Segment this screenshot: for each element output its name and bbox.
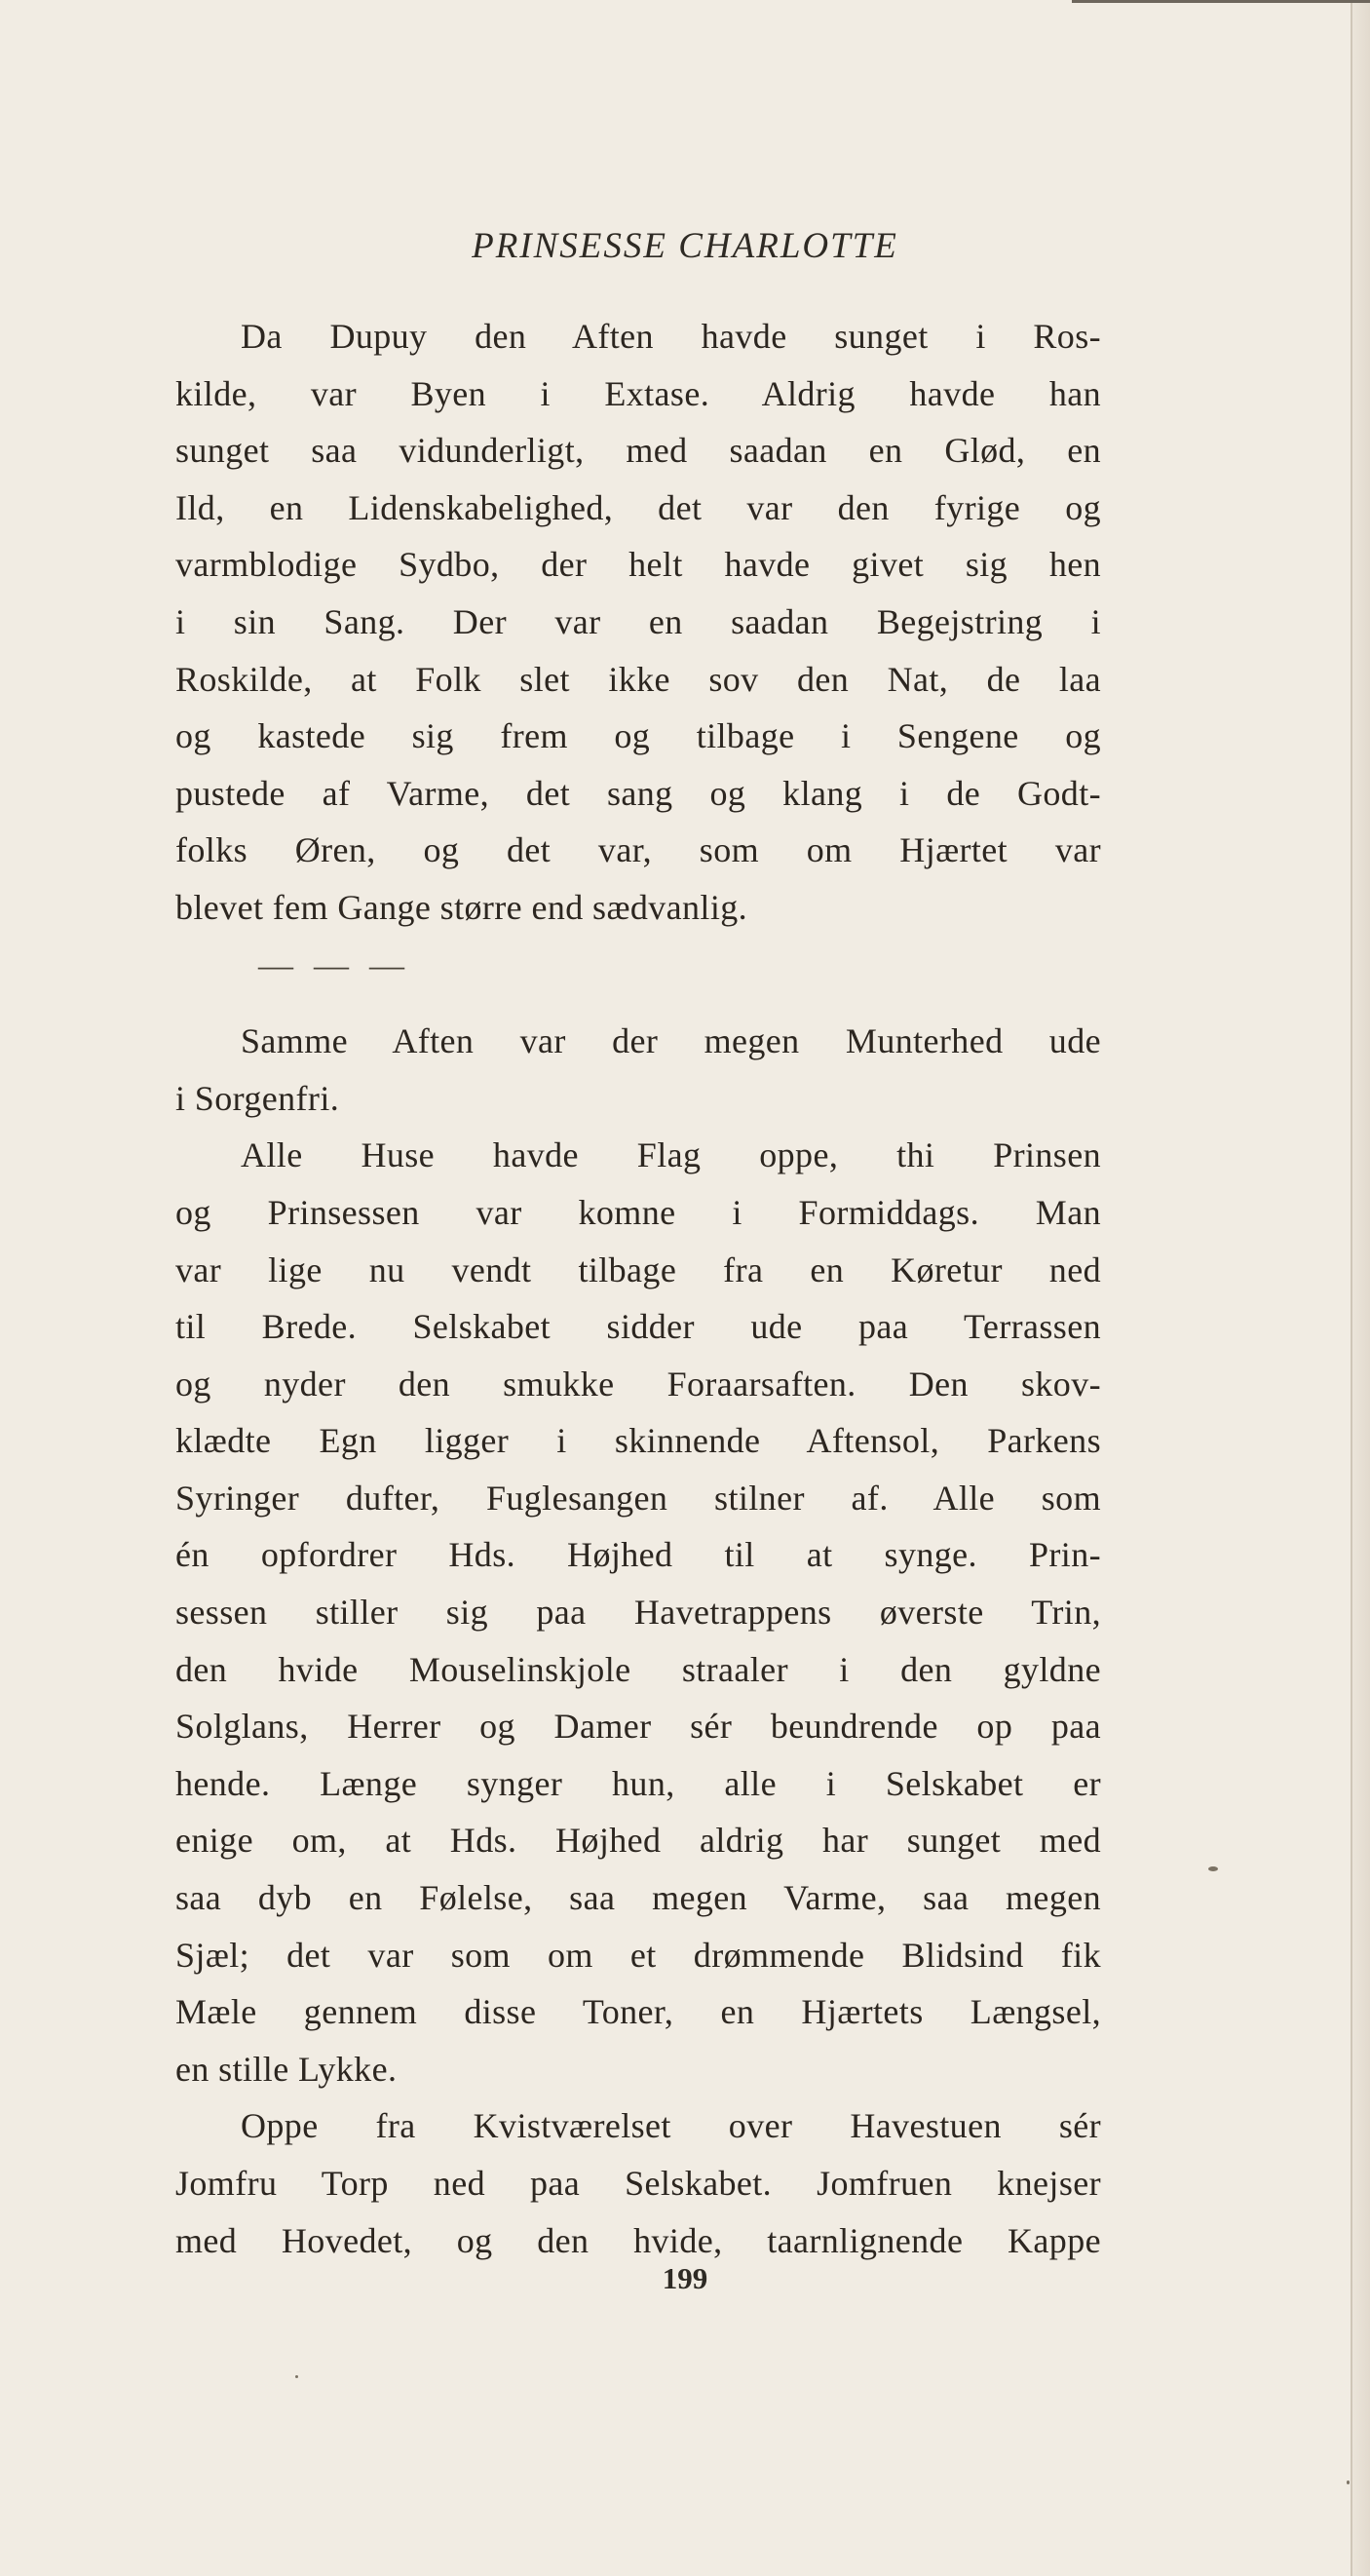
text-line: hende. Længe synger hun, alle i Selskabet er [175,1763,1101,1803]
text-line: Alle Huse havde Flag oppe, thi Prinsen [241,1135,1101,1175]
text-line: Oppe fra Kvistværelset over Havestuen sér [241,2106,1101,2146]
page-edge [1351,0,1370,2576]
text-line: varmblodige Sydbo, der helt havde givet sig hen [175,545,1101,585]
text-line: Ild, en Lidenskabelighed, det var den fyrige og [175,487,1101,527]
paper-speck [295,2375,298,2378]
text-line: Jomfru Torp ned paa Selskabet. Jomfruen knejser [175,2164,1101,2203]
paragraph-4 [175,2097,1101,2269]
text-line: en stille Lykke. [175,2049,398,2089]
text-line: folks Øren, og det var, som om Hjærtet var [175,830,1101,870]
text-line: med Hovedet, og den hvide, taarnlignende Kappe [175,2220,1101,2260]
text-line: én opfordrer Hds. Højhed til at synge. Prin- [175,1535,1101,1575]
text-line: og kastede sig frem og tilbage i Sengene og [175,716,1101,756]
text-line: sessen stiller sig paa Havetrappens øverste Trin, [175,1593,1101,1633]
text-line: blevet fem Gange større end sædvanlig. [175,887,748,927]
text-line: pustede af Varme, det sang og klang i de Godt- [175,773,1101,813]
text-line: i sin Sang. Der var en saadan Begejstring i [175,601,1101,641]
page-edge-shadow [1351,0,1352,2576]
paragraph-3 [175,1127,1101,2097]
text-line: Samme Aften var der megen Munterhed ude [241,1021,1101,1061]
text-line: og nyder den smukke Foraarsaften. Den skov- [175,1364,1101,1403]
text-line: saa dyb en Følelse, saa megen Varme, saa megen [175,1878,1101,1918]
top-edge-rule [1072,0,1370,3]
paper-speck [1208,1866,1218,1871]
paragraph-1 [175,308,1101,937]
section-separator: — — — [258,944,410,984]
text-line: til Brede. Selskabet sidder ude paa Terrassen [175,1307,1101,1347]
text-line: Syringer dufter, Fuglesangen stilner af. Alle som [175,1478,1101,1518]
text-line: Roskilde, at Folk slet ikke sov den Nat, de laa [175,659,1101,699]
text-line: Sjæl; det var som om et drømmende Blidsind fik [175,1935,1101,1975]
page-number: 199 [662,2261,708,2295]
text-line: den hvide Mouselinskjole straaler i den gyldne [175,1649,1101,1689]
text-line: i Sorgenfri. [175,1078,340,1118]
text-line: Solglans, Herrer og Damer sér beundrende op paa [175,1707,1101,1747]
section-gap [175,993,1101,1013]
text-line: Mæle gennem disse Toner, en Hjærtets Længsel, [175,1992,1101,2032]
text-line: Da Dupuy den Aften havde sunget i Ros- [241,317,1101,356]
text-line: kilde, var Byen i Extase. Aldrig havde han [175,373,1101,413]
text-line: og Prinsessen var komne i Formiddags. Man [175,1192,1101,1232]
text-line: var lige nu vendt tilbage fra en Køretur ned [175,1250,1101,1289]
paragraph-2 [175,1013,1101,1127]
text-line: klædte Egn ligger i skinnende Aftensol, Parkens [175,1421,1101,1461]
running-head: PRINSESSE CHARLOTTE [472,226,898,266]
body-text [175,308,1101,2269]
paper-speck [1347,2480,1350,2484]
text-line: sunget saa vidunderligt, med saadan en Glød, en [175,431,1101,471]
text-line: enige om, at Hds. Højhed aldrig har sunget med [175,1821,1101,1861]
